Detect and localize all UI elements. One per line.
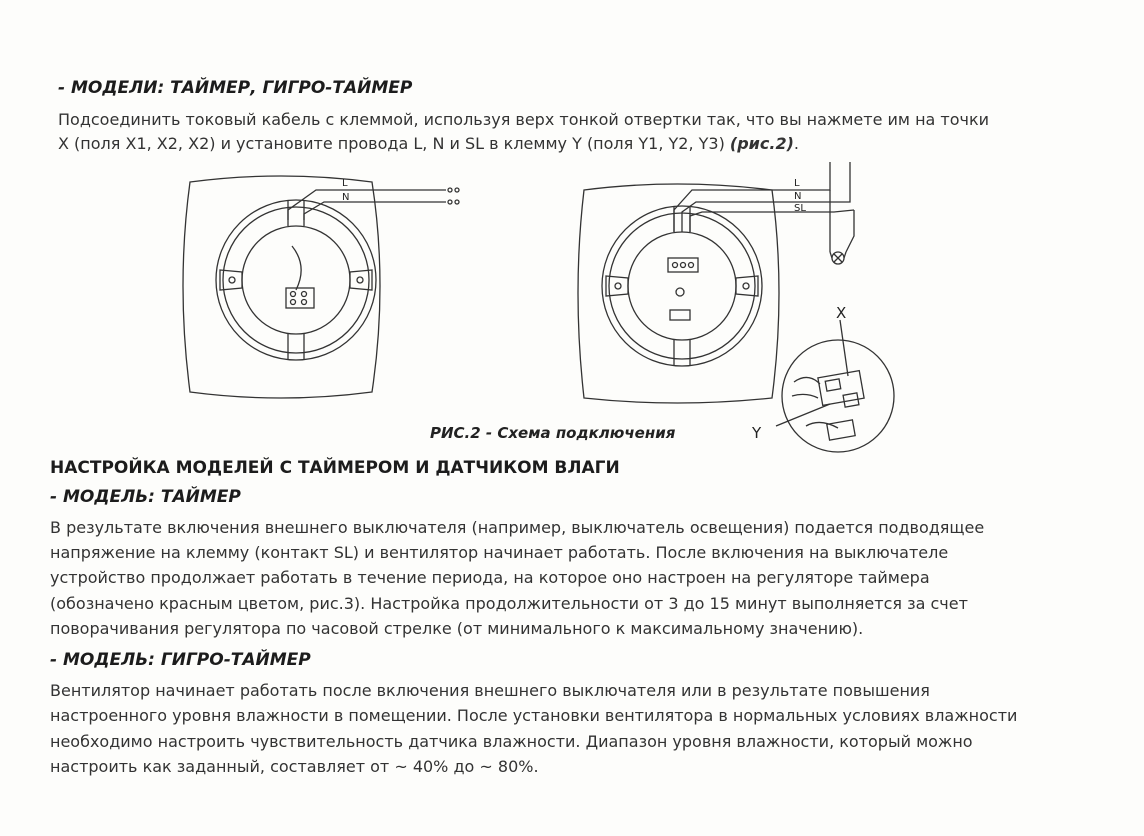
wire-label-n: N <box>794 191 802 202</box>
wire-label-sl: SL <box>794 203 806 214</box>
paragraph-line: устройство продолжает работать в течение периода, на которое оно настроен на регуляторе таймера <box>50 568 930 587</box>
wire-label-l: L <box>794 178 800 189</box>
paragraph-punctuation: . <box>793 134 799 153</box>
label-y: Y <box>752 424 762 442</box>
paragraph-text: X (поля X1, X2, X2) и установите провода L, N и SL в клемму Y (поля Y1, Y2, Y3) <box>58 134 730 153</box>
section-heading-setup: НАСТРОЙКА МОДЕЛЕЙ С ТАЙМЕРОМ И ДАТЧИКОМ ВЛАГИ <box>50 458 620 478</box>
fan-diagram-left <box>176 170 476 410</box>
paragraph-line: напряжение на клемму (контакт SL) и вентилятор начинает работать. После включения на выключателе <box>50 543 949 562</box>
wire-label-l: L <box>342 178 348 189</box>
paragraph-line <box>58 134 799 153</box>
section-heading-models: - МОДЕЛИ: ТАЙМЕР, ГИГРО-ТАЙМЕР <box>58 78 413 98</box>
paragraph-line: Вентилятор начинает работать после включения внешнего выключателя или в результате повышения <box>50 681 930 700</box>
wire-label-n: N <box>342 192 350 203</box>
paragraph-line: В результате включения внешнего выключателя (например, выключатель освещения) подается подводящее <box>50 518 985 537</box>
paragraph-line: (обозначено красным цветом, рис.3). Настройка продолжительности от 3 до 15 минут выполняется за счет <box>50 594 968 613</box>
terminal-detail-diagram <box>748 300 898 460</box>
subheading-timer: - МОДЕЛЬ: ТАЙМЕР <box>50 487 241 507</box>
paragraph-line: настроенного уровня влажности в помещении. После установки вентилятора в нормальных условиях влажности <box>50 706 1018 725</box>
subheading-hygro-timer: - МОДЕЛЬ: ГИГРО-ТАЙМЕР <box>50 650 311 670</box>
paragraph-line: Подсоединить токовый кабель с клеммой, используя верх тонкой отвертки так, что вы нажмете им на точки <box>58 110 990 129</box>
figure-caption: РИС.2 - Схема подключения <box>430 424 676 442</box>
figure-reference: (рис.2) <box>729 134 794 153</box>
label-x: X <box>836 304 847 322</box>
paragraph-line: поворачивания регулятора по часовой стрелке (от минимального к максимальному значению). <box>50 619 864 638</box>
paragraph-line: настроить как заданный, составляет от ~ 40% до ~ 80%. <box>50 757 539 776</box>
paragraph-line: необходимо настроить чувствительность датчика влажности. Диапазон уровня влажности, который можно <box>50 732 973 751</box>
